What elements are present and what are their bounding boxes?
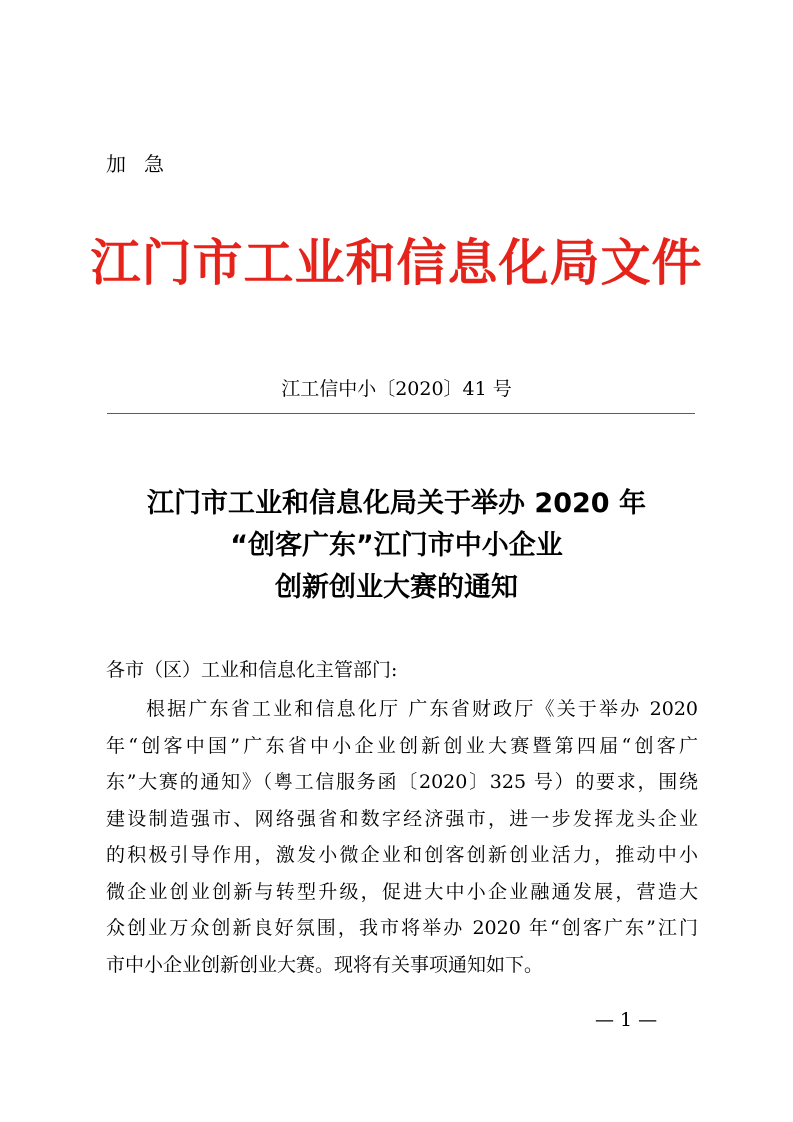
body-line-5: 的积极引导作用，激发小微企业和创客创新创业活力，推动中小 <box>106 844 698 866</box>
page-number: — 1 — <box>595 1009 658 1031</box>
body-line-7: 众创业万众创新良好氛围，我市将举办 2020 年“创客广东”江门 <box>106 917 698 939</box>
document-title <box>0 483 793 609</box>
urgency-mark: 加急 <box>106 152 182 176</box>
body-line-2: 年“创客中国”广东省中小企业创新创业大赛暨第四届“创客广 <box>106 734 698 757</box>
title-line-2: “创客广东”江门市中小企业 <box>230 530 563 561</box>
document-number: 江工信中小〔2020〕41 号 <box>281 378 512 400</box>
body-line-4: 建设制造强市、网络强省和数字经济强市，进一步发挥龙头企业 <box>106 807 698 830</box>
title-line-1: 江门市工业和信息化局关于举办 2020 年 <box>147 488 646 519</box>
body-line-3: 东”大赛的通知》（粤工信服务函〔2020〕325 号）的要求，围绕 <box>106 771 698 793</box>
body-line-1: 根据广东省工业和信息化厅 广东省财政厅《关于举办 2020 <box>146 698 698 720</box>
body-paragraph <box>106 691 698 983</box>
issuer-heading: 江门市工业和信息化局文件 <box>90 234 703 292</box>
salutation: 各市（区）工业和信息化主管部门: <box>106 659 398 681</box>
body-line-8: 市中小企业创新创业大赛。现将有关事项通知如下。 <box>106 953 544 976</box>
title-line-3: 创新创业大赛的通知 <box>275 572 518 603</box>
red-divider <box>107 413 695 414</box>
body-line-6: 微企业创业创新与转型升级，促进大中小企业融通发展，营造大 <box>106 880 698 903</box>
